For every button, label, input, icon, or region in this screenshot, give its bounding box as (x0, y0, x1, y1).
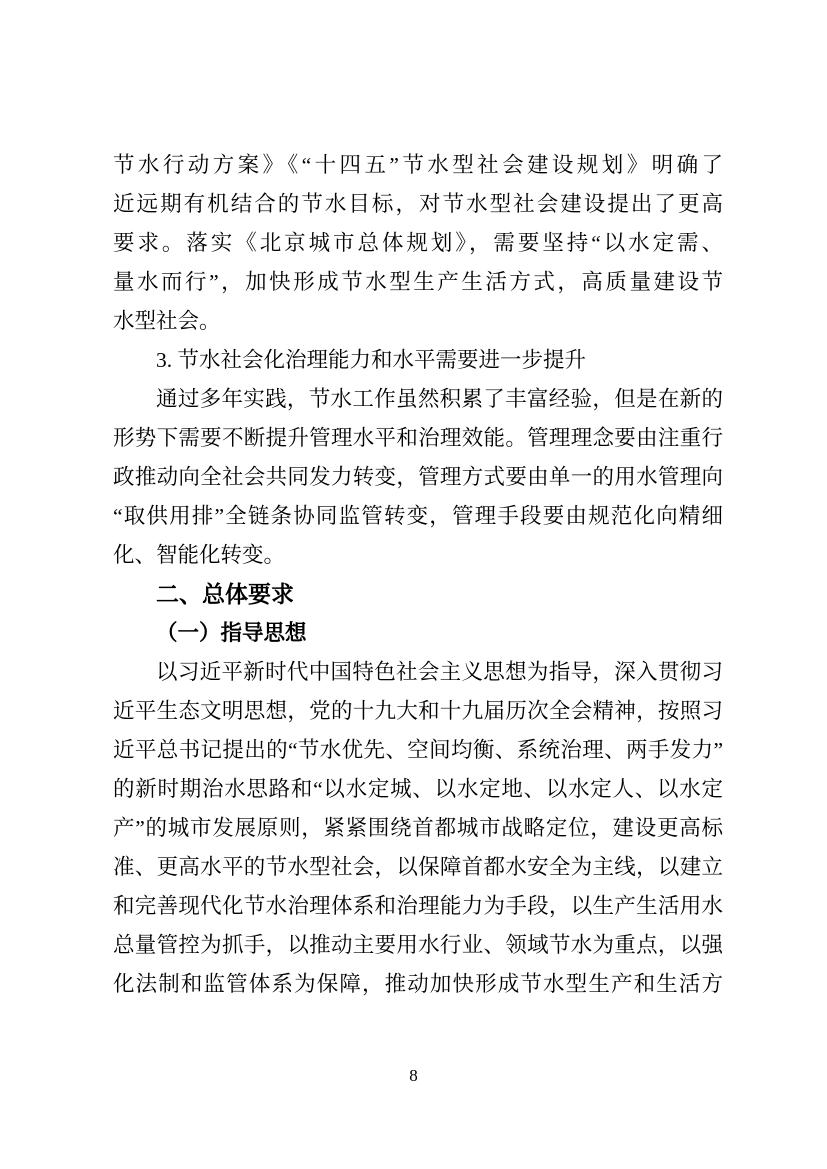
text-line: 以习近平新时代中国特色社会主义思想为指导，深入贯彻习 (156, 660, 723, 684)
text-line: 近平生态文明思想，党的十九大和十九届历次全会精神，按照习 (113, 699, 723, 723)
text-line: 通过多年实践，节水工作虽然积累了丰富经验，但是在新的 (156, 387, 723, 411)
text-line: 化、智能化转变。 (113, 543, 286, 567)
text-line: 产”的城市发展原则，紧紧围绕首都城市战略定位，建设更高标 (113, 816, 723, 840)
text-line: 节水行动方案》《“十四五”节水型社会建设规划》明确了 (113, 153, 723, 177)
text-line: 水型社会。 (113, 309, 221, 333)
text-line: 总量管控为抓手，以推动主要用水行业、领域节水为重点，以强 (113, 933, 723, 957)
section-heading: 二、总体要求 (156, 581, 294, 607)
subsection-heading: （一）指导思想 (156, 621, 307, 645)
text-line: 近平总书记提出的“节水优先、空间均衡、系统治理、两手发力” (113, 738, 723, 762)
text-line: 形势下需要不断提升管理水平和治理效能。管理理念要由注重行 (113, 426, 723, 450)
text-line: 近远期有机结合的节水目标，对节水型社会建设提出了更高 (113, 192, 723, 216)
text-line: 化法制和监管体系为保障，推动加快形成节水型生产和生活方 (113, 972, 723, 996)
text-line: “取供用排”全链条协同监管转变，管理手段要由规范化向精细 (113, 504, 723, 528)
page-number: 8 (409, 1066, 418, 1085)
text-line: 的新时期治水思路和“以水定城、以水定地、以水定人、以水定 (113, 777, 723, 801)
text-line: 3. 节水社会化治理能力和水平需要进一步提升 (156, 348, 587, 372)
text-line: 准、更高水平的节水型社会，以保障首都水安全为主线，以建立 (113, 855, 723, 879)
text-line: 和完善现代化节水治理体系和治理能力为手段，以生产生活用水 (113, 894, 723, 918)
text-line: 政推动向全社会共同发力转变，管理方式要由单一的用水管理向 (113, 465, 723, 489)
text-line: 量水而行”，加快形成节水型生产生活方式，高质量建设节 (113, 270, 723, 294)
document-body (113, 146, 723, 1004)
text-line: 要求。落实《北京城市总体规划》，需要坚持“以水定需、 (113, 231, 723, 255)
